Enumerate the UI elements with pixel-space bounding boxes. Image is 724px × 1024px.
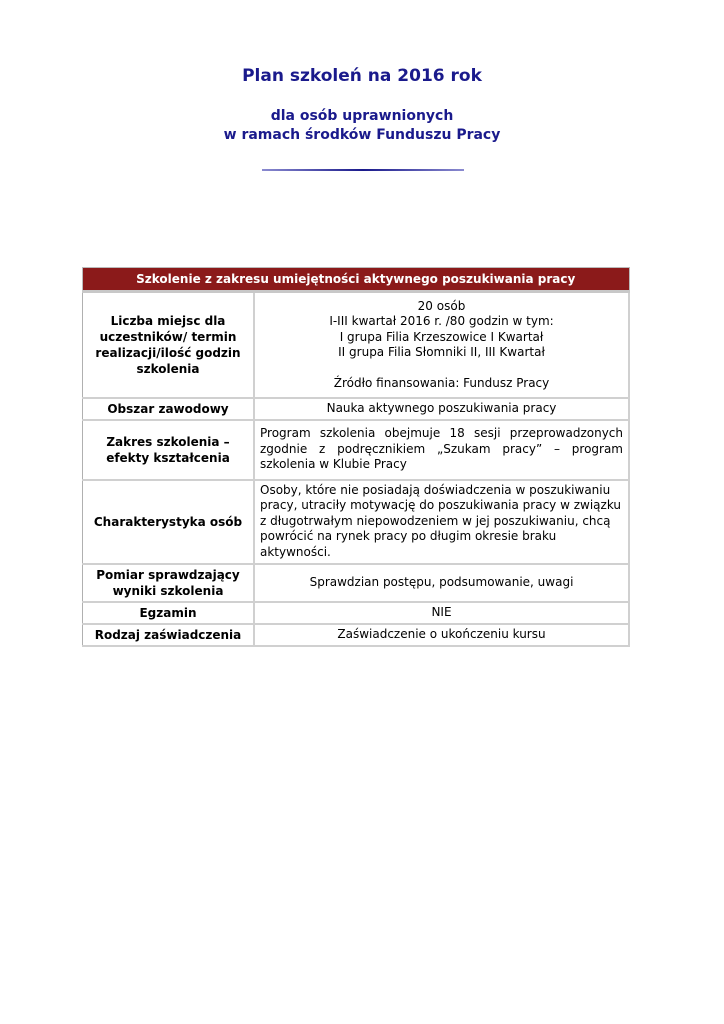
training-plan-table xyxy=(82,267,630,647)
value-participants xyxy=(254,292,629,398)
table-row-area xyxy=(83,398,630,420)
value-certificate: Zaświadczenie o ukończeniu kursu xyxy=(254,624,629,646)
subtitle-line-1: dla osób uprawnionych xyxy=(270,108,454,124)
table-row-participants xyxy=(83,292,630,398)
participants-count: 20 osób xyxy=(417,298,466,313)
participants-group-2: II grupa Filia Słomniki II, III Kwartał xyxy=(338,345,545,359)
label-certificate: Rodzaj zaświadczenia xyxy=(83,624,255,646)
label-exam: Egzamin xyxy=(83,602,255,624)
participants-group-1: I grupa Filia Krzeszowice I Kwartał xyxy=(339,329,544,344)
table-row-characteristics xyxy=(83,480,630,564)
title-divider xyxy=(262,169,464,171)
label-area: Obszar zawodowy xyxy=(83,398,255,420)
label-participants: Liczba miejsc dla uczestników/ termin realizacji/ilość godzin szkolenia xyxy=(83,292,255,398)
value-characteristics: Osoby, które nie posiadają doświadczenia w poszukiwaniu pracy, utraciły motywację do poszukiwania pracy w związku z długotrwałym niepowodzeniem w jej poszukiwaniu, chcą powrócić na rynek pracy po długim okresie braku aktywności. xyxy=(254,480,629,564)
subtitle-line-2: w ramach środków Funduszu Pracy xyxy=(223,127,501,143)
spacer xyxy=(260,361,623,376)
participants-term: I-III kwartał 2016 r. /80 godzin w tym: xyxy=(329,314,554,328)
label-scope: Zakres szkolenia – efekty kształcenia xyxy=(83,420,255,480)
page-title: Plan szkoleń na 2016 rok xyxy=(242,66,482,86)
page-subtitle xyxy=(0,107,724,145)
value-measurement: Sprawdzian postępu, podsumowanie, uwagi xyxy=(254,564,629,602)
table-row-exam xyxy=(83,602,630,624)
value-area: Nauka aktywnego poszukiwania pracy xyxy=(254,398,629,420)
table-row-scope xyxy=(83,420,630,480)
table-row-certificate xyxy=(83,624,630,646)
table-row-measurement xyxy=(83,564,630,602)
participants-funding: Źródło finansowania: Fundusz Pracy xyxy=(333,375,550,390)
value-exam: NIE xyxy=(254,602,629,624)
table-header-row xyxy=(83,268,630,292)
value-scope: Program szkolenia obejmuje 18 sesji przeprowadzonych zgodnie z podręcznikiem „Szukam pracy” – program szkolenia w Klubie Pracy xyxy=(254,420,629,480)
label-measurement: Pomiar sprawdzający wyniki szkolenia xyxy=(83,564,255,602)
table-heading: Szkolenie z zakresu umiejętności aktywnego poszukiwania pracy xyxy=(83,268,630,292)
label-characteristics: Charakterystyka osób xyxy=(83,480,255,564)
